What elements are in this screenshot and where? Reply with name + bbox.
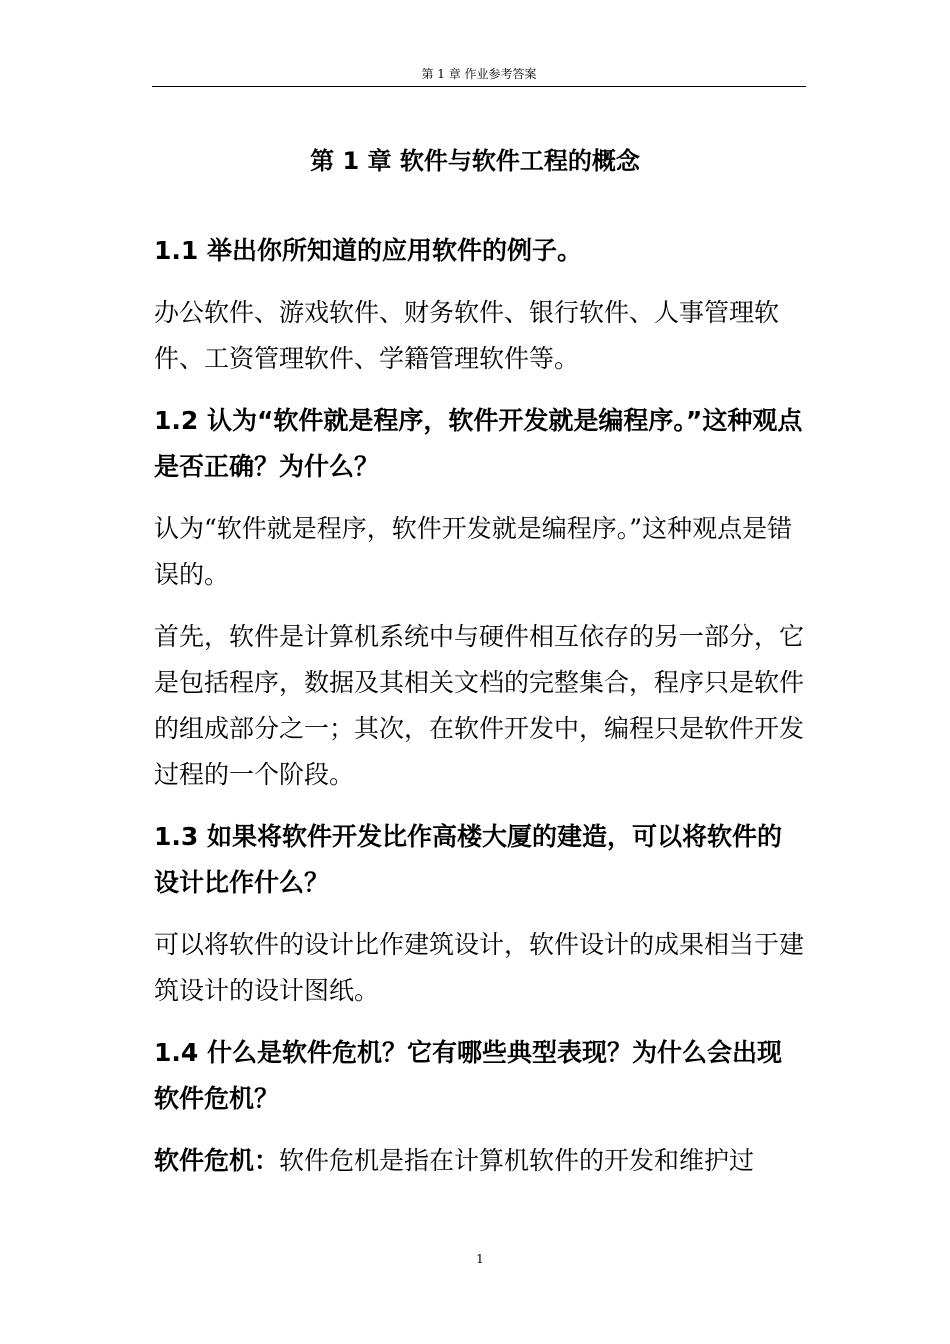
question-1-3: 1.3 如果将软件开发比作高楼大厦的建造，可以将软件的设计比作什么？ [154, 822, 782, 897]
document-body [154, 228, 806, 1200]
question-1-4: 1.4 什么是软件危机？它有哪些典型表现？为什么会出现软件危机？ [154, 1038, 782, 1113]
answer-1-4-term: 软件危机： [154, 1146, 280, 1175]
running-header-text: 第 1 章 作业参考答案 [421, 67, 537, 81]
page-number: 1 [476, 1252, 484, 1266]
question-1-2: 1.2 认为“软件就是程序，软件开发就是编程序。”这种观点是否正确？为什么？ [154, 406, 803, 481]
chapter-title: 第 1 章 软件与软件工程的概念 [310, 147, 640, 175]
answer-1-2-paragraph-2: 首先，软件是计算机系统中与硬件相互依存的另一部分，它是包括程序，数据及其相关文档的完整集合，程序只是软件的组成部分之一；其次，在软件开发中，编程只是软件开发过程的一个阶段。 [154, 622, 805, 789]
running-header [152, 66, 806, 87]
answer-1-4 [154, 1138, 806, 1184]
question-1-1: 1.1 举出你所知道的应用软件的例子。 [154, 236, 582, 265]
answer-1-2-paragraph-1: 认为“软件就是程序，软件开发就是编程序。”这种观点是错误的。 [154, 514, 793, 589]
answer-1-3: 可以将软件的设计比作建筑设计，软件设计的成果相当于建筑设计的设计图纸。 [154, 930, 805, 1005]
answer-1-4-text: 软件危机是指在计算机软件的开发和维护过 [279, 1146, 755, 1175]
answer-1-1: 办公软件、游戏软件、财务软件、银行软件、人事管理软件、工资管理软件、学籍管理软件等。 [154, 298, 780, 373]
